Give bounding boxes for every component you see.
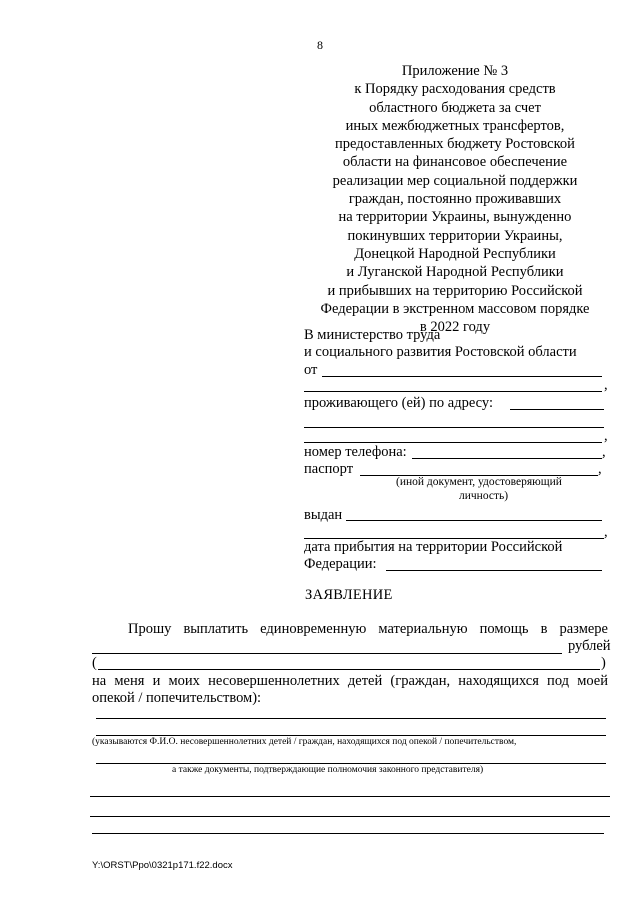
comma: , xyxy=(604,428,608,444)
annex-header xyxy=(300,62,610,336)
arrival-label-2: Федерации: xyxy=(304,556,377,572)
paren-close: ) xyxy=(601,655,606,671)
addressee-line2: и социального развития Ростовской области xyxy=(304,344,577,360)
passport-label: паспорт xyxy=(304,461,354,477)
extra-field-3[interactable] xyxy=(92,832,604,834)
annex-line: иных межбюджетных трансфертов, xyxy=(345,117,565,134)
comma: , xyxy=(604,377,608,393)
addressee-line1: В министерство труда xyxy=(304,327,441,343)
comma: , xyxy=(604,524,608,540)
annex-line: области на финансовое обеспечение xyxy=(342,154,568,171)
annex-line: в 2022 году xyxy=(419,319,491,336)
address-field[interactable] xyxy=(510,408,604,410)
annex-line: на территории Украины, вынужденно xyxy=(338,209,572,226)
address-label: проживающего (ей) по адресу: xyxy=(304,395,493,411)
issued-label: выдан xyxy=(304,507,343,523)
annex-line: и прибывших на территорию Российской xyxy=(327,282,583,299)
from-field-2[interactable] xyxy=(304,390,602,392)
annex-line: и Луганской Народной Республики xyxy=(346,264,564,281)
body-line-3: на меня и моих несовершеннолетних детей (граждан, находящихся под моей xyxy=(92,673,608,689)
from-label: от xyxy=(304,362,318,378)
paren-open: ( xyxy=(92,655,97,671)
children-field-2[interactable] xyxy=(96,734,606,736)
comma: , xyxy=(602,444,606,460)
annex-line: областного бюджета за счет xyxy=(369,99,541,116)
annex-line: граждан, постоянно проживавших xyxy=(348,191,562,208)
annex-line: Донецкой Народной Республики xyxy=(354,245,556,262)
amount-field[interactable] xyxy=(92,652,562,654)
amount-words-field[interactable] xyxy=(98,668,600,670)
issued-field[interactable] xyxy=(346,519,602,521)
arrival-label-1: дата прибытия на территории Российской xyxy=(304,539,563,555)
page-number: 8 xyxy=(317,38,323,52)
annex-line: предоставленных бюджету Ростовской xyxy=(335,136,575,153)
file-path-footer: Y:\ORST\Ppo\0321p171.f22.docx xyxy=(92,860,233,871)
passport-hint-1: (иной документ, удостоверяющий xyxy=(396,476,562,488)
address-field-2[interactable] xyxy=(304,426,604,428)
request-text: Прошу выплатить единовременную материальную помощь в размере xyxy=(128,621,608,637)
address-field-3[interactable] xyxy=(304,441,602,443)
children-field-1[interactable] xyxy=(96,717,606,719)
extra-field-1[interactable] xyxy=(90,795,610,797)
annex-line: реализации мер социальной поддержки xyxy=(332,172,578,189)
children-hint-2: а также документы, подтверждающие полномочия законного представителя) xyxy=(172,765,484,775)
annex-line: Приложение № 3 xyxy=(401,63,509,79)
comma: , xyxy=(598,461,602,477)
from-field[interactable] xyxy=(322,375,602,377)
document-title: ЗАЯВЛЕНИЕ xyxy=(305,587,393,603)
children-hint-1: (указываются Ф.И.О. несовершеннолетних детей / граждан, находящихся под опекой / попечительством, xyxy=(92,737,517,747)
phone-field[interactable] xyxy=(412,457,602,459)
body-line-4: опекой / попечительством): xyxy=(92,690,262,706)
annex-line: Федерации в экстренном массовом порядке xyxy=(320,300,590,317)
arrival-field[interactable] xyxy=(386,569,602,571)
extra-field-2[interactable] xyxy=(90,815,610,817)
currency-label: рублей xyxy=(568,638,611,654)
passport-hint-2: личность) xyxy=(459,490,509,502)
phone-label: номер телефона: xyxy=(304,444,407,460)
annex-line: к Порядку расходования средств xyxy=(354,81,556,98)
annex-line: покинувших территории Украины, xyxy=(347,227,563,244)
children-field-3[interactable] xyxy=(96,762,606,764)
